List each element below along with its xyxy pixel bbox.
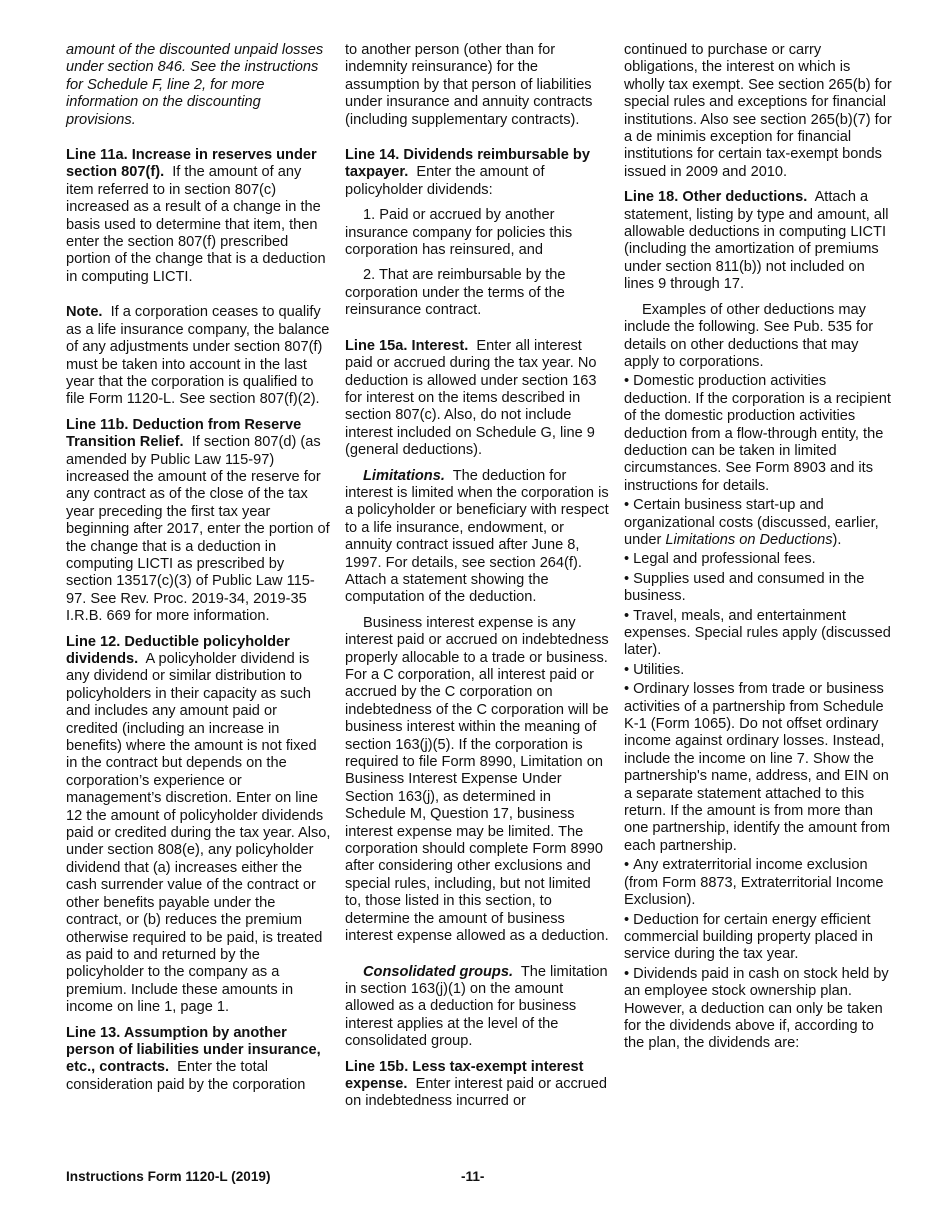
paragraph-business-interest: Business interest expense is any interest paid or accrued on indebtedness properly allocable to a trade or business. For a C corporation, all interest paid or accrued by the C corporation on indebtedness of the C corporation will be business interest within the meaning of section 163(j)(5). If the corporation is required to file Form 8990, Limitation on Business Interest Expense Under Section 163(j), as determined in Schedule M, Question 17, business interest expense may be limited. The corporation should complete Form 8990 after considering other exclusions and special rules, including, but not limited to, those listed in this section, to determine the amount of business interest expense allowed as a deduction. [345, 614, 609, 945]
paragraph-line-12 [66, 634, 332, 1017]
paragraph-tax-exempt-cont: continued to purchase or carry obligations, the interest on which is wholly tax exempt. See section 265(b) for special rules and exceptions for financial institutions. Also see section 265(b)(7) for a de minimis exception for financial institutions for certain tax-exempt bonds issued in 2009 and 2010. [624, 42, 892, 180]
bullet-supplies: • Supplies used and consumed in the business. [624, 571, 894, 606]
text-line-13: Enter the total consideration paid by the corporation [66, 1059, 306, 1093]
paragraph-discounting: amount of the discounted unpaid losses under section 846. See the instructions for Schedule F, line 2, for more information on the discounting provisions. [66, 42, 324, 128]
paragraph-line-18 [624, 189, 894, 293]
paragraph-line-15a [345, 338, 611, 460]
paragraph-limitations [345, 468, 611, 607]
bullet-energy-efficient: • Deduction for certain energy efficient commercial building property placed in service during the tax year. [624, 912, 894, 964]
footer-form-title: Instructions Form 1120-L (2019) [66, 1169, 271, 1184]
heading-line-15b: Line 15b. Less tax-exempt interest expense. [345, 1058, 584, 1092]
bullet-startup-costs [624, 497, 894, 549]
text-line-18: Attach a statement, listing by type and amount, all allowable deductions in computing LICTI (including the amortization of premiums under section 811(b)) not included on lines 9 through 17. [624, 189, 889, 293]
bullet-startup-text: Certain business start-up and organizational costs (discussed, earlier, under [624, 497, 879, 548]
text-line-15b: Enter interest paid or accrued on indebtedness incurred or [345, 1075, 608, 1110]
paragraph-assumption-cont: to another person (other than for indemnity reinsurance) for the assumption by that person of liabilities under insurance and annuity contracts (including supplementary contracts). [345, 42, 593, 128]
text-consolidated: The limitation in section 163(j)(1) on the amount allowed as a deduction for business interest applies at the level of the consolidated group. [345, 963, 608, 1050]
text-note: If a corporation ceases to qualify as a life insurance company, the balance of any adjustments under section 807(f) must be taken into account in the last year that the corporation is qualified to file Form 1120-L. See section 807(f)(2). [66, 304, 330, 408]
paragraph-examples: Examples of other deductions may include the following. See Pub. 535 for details on other deductions that may apply to corporations. [624, 301, 874, 370]
paragraph-line-15b [345, 1059, 611, 1111]
text-line-14: Enter the amount of policyholder dividends: [345, 164, 545, 198]
text-line-11b: If section 807(d) (as amended by Public Law 115-97) increased the amount of the reserve for any contract as of the close of the tax year preceding the first tax year beginning after 2017, enter the portion of the change that is a deduction in computing LICTI as prescribed by section 13517(c)(3) of Public Law 115-97. See Rev. Proc. 2019-34, 2019-35 I.R.B. 669 for more information. [66, 434, 330, 625]
paragraph-line-11a [66, 147, 332, 286]
page-number: -11- [461, 1169, 485, 1184]
column-2 [345, 42, 611, 1119]
heading-line-12: Line 12. Deductible policyholder dividends. [66, 633, 290, 667]
paragraph-line-14 [345, 147, 611, 199]
paragraph-note [66, 304, 332, 408]
heading-limitations: Limitations. [363, 467, 445, 484]
column-3 [624, 42, 894, 1055]
heading-line-13: Line 13. Assumption by another person of liabilities under insurance, etc., contracts. [66, 1024, 321, 1076]
text-line-15a: Enter all interest paid or accrued during the tax year. No deduction is allowed under section 163 for interest on the items described in section 807(c). Also, do not include interest included on Schedule G, line 9 (general deductions). [345, 337, 597, 459]
list-item-2: 2. That are reimbursable by the corporation under the terms of the reinsurance contract. [345, 267, 566, 319]
bullet-utilities: • Utilities. [624, 662, 894, 679]
paragraph-line-11b [66, 417, 332, 626]
heading-line-11a: Line 11a. Increase in reserves under section 807(f). [66, 147, 317, 181]
heading-line-15a: Line 15a. Interest. [345, 337, 469, 354]
bullet-extraterritorial: • Any extraterritorial income exclusion (from Form 8873, Extraterritorial Income Exclusion). [624, 857, 894, 909]
paragraph-line-13 [66, 1025, 332, 1095]
paragraph-consolidated [345, 964, 611, 1051]
heading-line-11b: Line 11b. Deduction from Reserve Transition Relief. [66, 416, 302, 451]
heading-line-18: Line 18. Other deductions. [624, 189, 808, 206]
bullet-domestic-production: • Domestic production activities deduction. If the corporation is a recipient of the domestic production activities deduction from a flow-through entity, the deduction can be taken in limited circumstances. See Form 8903 and its instructions for details. [624, 373, 894, 495]
bullet-partnership-losses: • Ordinary losses from trade or business activities of a partnership from Schedule K-1 (Form 1065). Do not offset ordinary income against ordinary losses. Instead, include the income on line 7. Show the partnership's name, address, and EIN on a separate statement attached to this return. If the amount is from more than one partnership, identify the amount from each partnership. [624, 681, 894, 855]
bullet-legal-fees: • Legal and professional fees. [624, 551, 894, 568]
column-1 [66, 42, 332, 1102]
bullet-travel: • Travel, meals, and entertainment expenses. Special rules apply (discussed later). [624, 608, 894, 660]
heading-line-14: Line 14. Dividends reimbursable by taxpayer. [345, 147, 590, 181]
bullet-startup-italic: Limitations on Deductions [665, 531, 833, 548]
text-line-12: A policyholder dividend is any dividend or similar distribution to policyholders in their capacity as such and includes any amount paid or credited (including an increase in benefits) where the amount is not fixed in the contract but depends on the corporation’s experience or management’s discretion. Enter on line 12 the amount of policyholder dividends paid or credited during the tax year. Also, under section 808(e), any policyholder dividend that (a) increases either the cash surrender value of the contract or other benefits payable under the contract, or (b) reduces the premium otherwise required to be paid, is treated as paid to and returned by the policyholder to the company as a premium. Include these amounts in income on line 1, page 1. [66, 651, 331, 1016]
list-item-1: 1. Paid or accrued by another insurance company for policies this corporation has reinsured, and [345, 207, 573, 259]
heading-consolidated: Consolidated groups. [363, 963, 513, 980]
bullet-startup-end: ). [832, 531, 842, 548]
text-line-11a: If the amount of any item referred to in section 807(c) increased as a result of a change in the basis used to determine that item, then enter the section 807(f) prescribed portion of the change that is a deduction in computing LICTI. [66, 164, 326, 285]
bullet-esop-dividends: • Dividends paid in cash on stock held by an employee stock ownership plan. However, a deduction can only be taken for the dividends above if, according to the plan, the dividends are: [624, 966, 894, 1053]
heading-note: Note. [66, 304, 103, 321]
text-limitations: The deduction for interest is limited when the corporation is a policyholder or beneficiary with respect to a life insurance, endowment, or annuity contract issued after June 8, 1997. For details, see section 264(f). Attach a statement showing the computation of the deduction. [345, 467, 609, 606]
